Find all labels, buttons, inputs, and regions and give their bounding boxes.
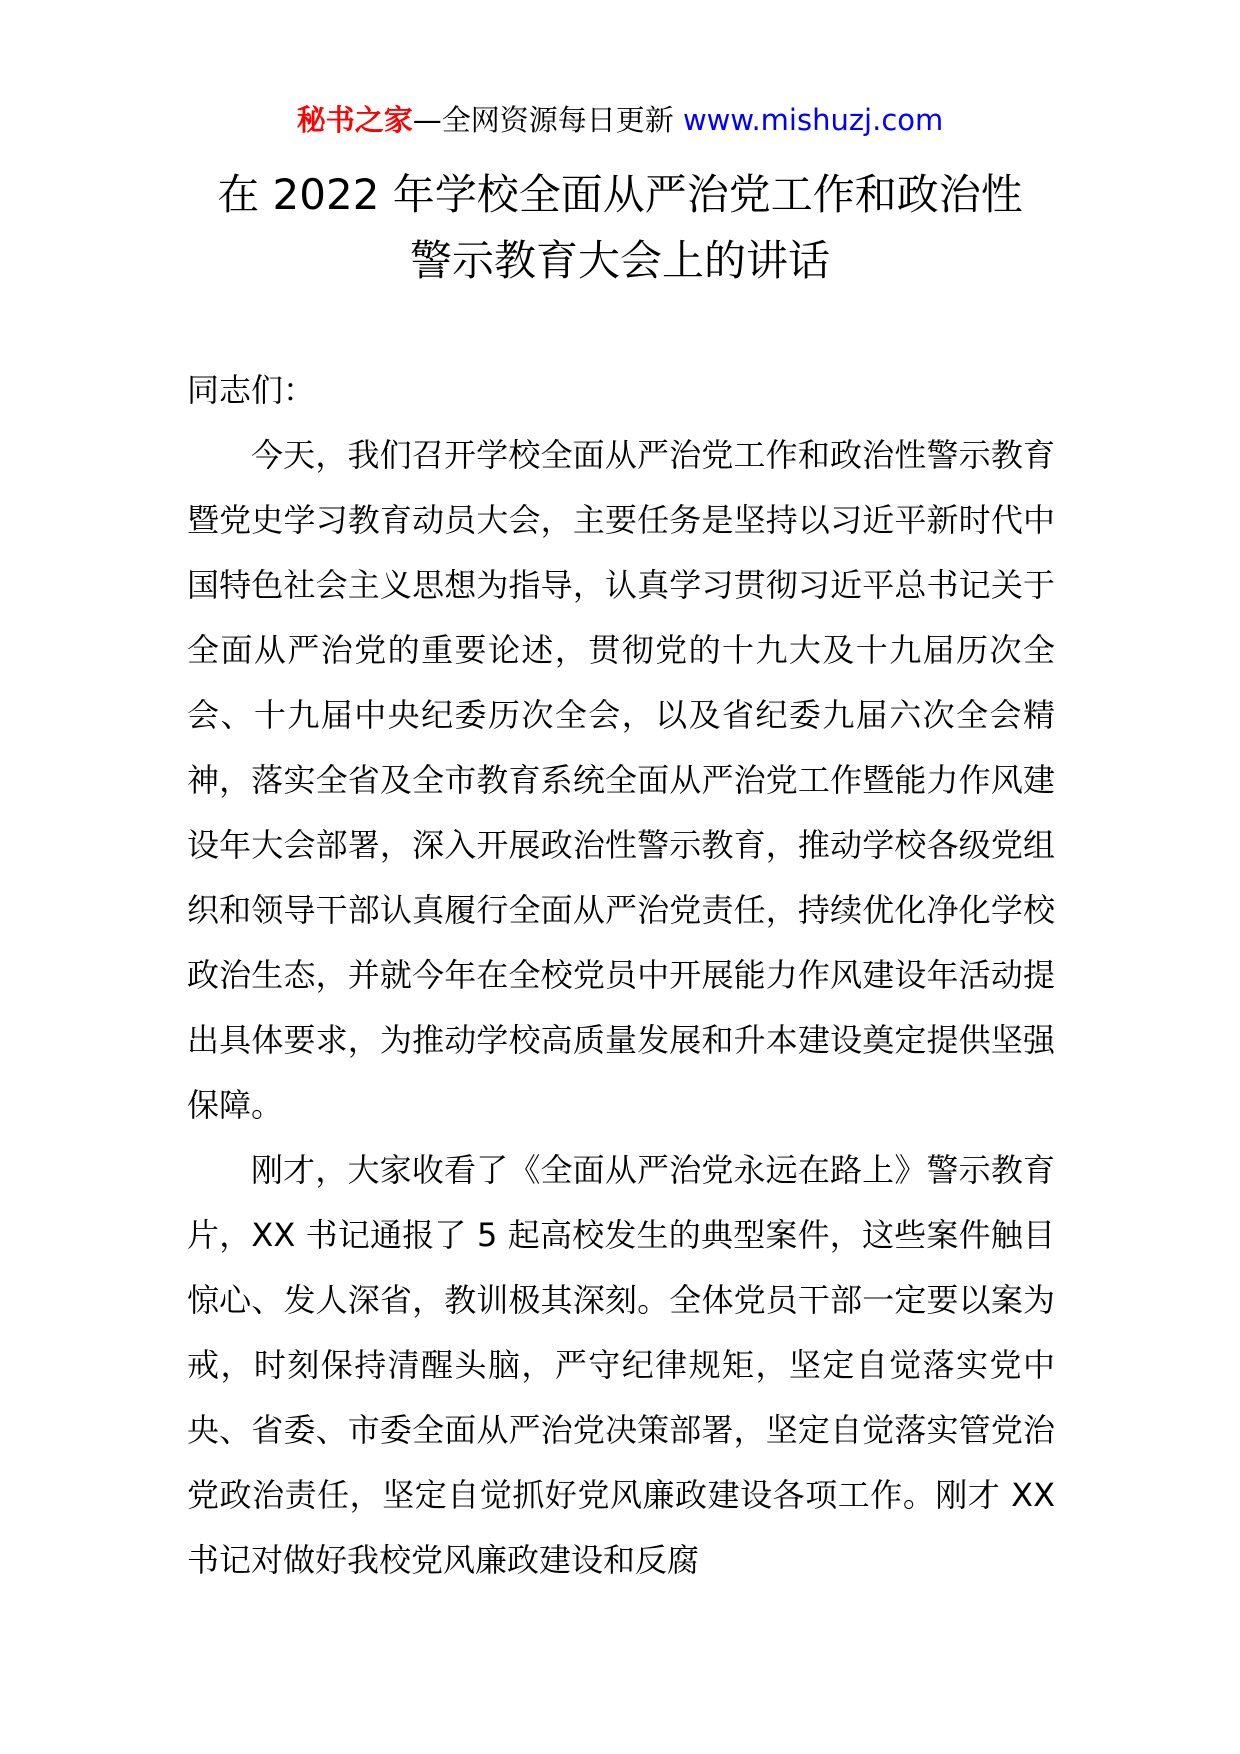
greeting: 同志们： — [187, 371, 316, 409]
site-url[interactable]: www.mishuzj.com — [682, 103, 944, 137]
banner-slogan: —全网资源每日更新 — [412, 103, 683, 137]
title-line-2: 警示教育大会上的讲话 — [409, 236, 830, 285]
paragraph-2: 刚才，大家收看了《全面从严治党永远在路上》警示教育片，XX 书记通报了 5 起高校发生的典型案件，这些案件触目惊心、发人深省，教训极其深刻。全体党员干部一定要以案为戒，时刻保持清醒头脑，严守纪律规矩，坚定自觉落实党中央、省委、市委全面从严治党决策部署，坚定自觉落实管党治党政治责任，坚定自觉抓好党风廉政建设各项工作。刚才 XX 书记对做好我校党风廉政建设和反腐 — [187, 1151, 1055, 1579]
brand-name: 秘书之家 — [296, 103, 413, 137]
title-line-1: 在 2022 年学校全面从严治党工作和政治性 — [217, 170, 1023, 219]
document-body — [187, 358, 1055, 1593]
document-title — [120, 162, 1120, 294]
site-banner — [0, 100, 1240, 140]
paragraph-1: 今天，我们召开学校全面从严治党工作和政治性警示教育暨党史学习教育动员大会，主要任务是坚持以习近平新时代中国特色社会主义思想为指导，认真学习贯彻习近平总书记关于全面从严治党的重要论述，贯彻党的十九大及十九届历次全会、十九届中央纪委历次全会，以及省纪委九届六次全会精神，落实全省及全市教育系统全面从严治党工作暨能力作风建设年大会部署，深入开展政治性警示教育，推动学校各级党组织和领导干部认真履行全面从严治党责任，持续优化净化学校政治生态，并就今年在全校党员中开展能力作风建设年活动提出具体要求，为推动学校高质量发展和升本建设奠定提供坚强保障。 — [187, 436, 1055, 1124]
